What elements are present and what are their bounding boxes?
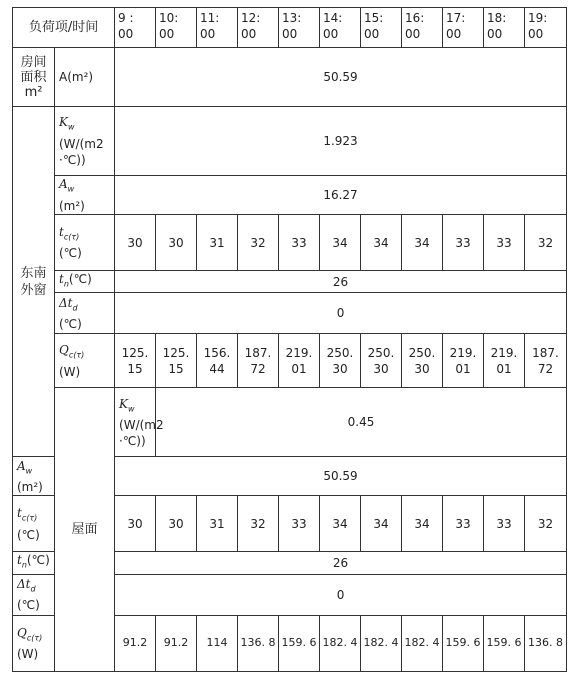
roof-q-cell: 159. 6 xyxy=(484,615,525,671)
hour-header: 16: 00 xyxy=(402,8,443,48)
aw-unit: (m²) xyxy=(59,198,85,213)
tn-subscript: n xyxy=(21,560,27,570)
window-tc-cell: 32 xyxy=(238,215,279,271)
window-dtd-row xyxy=(13,293,567,334)
header-row xyxy=(13,8,567,48)
hour-header: 9 : 00 xyxy=(115,8,156,48)
roof-q-cell: 159. 6 xyxy=(279,615,320,671)
roof-tc-cell: 34 xyxy=(320,496,361,552)
aw-symbol: A xyxy=(59,177,68,192)
dtd-unit: (℃) xyxy=(17,598,40,613)
window-q-cell: 219. 01 xyxy=(279,334,320,388)
roof-tc-cell: 33 xyxy=(484,496,525,552)
roof-tn-value: 26 xyxy=(115,552,567,574)
hour-header: 17: 00 xyxy=(443,8,484,48)
q-symbol: Q xyxy=(17,625,27,640)
window-tc-cell: 34 xyxy=(361,215,402,271)
roof-q-cell: 91.2 xyxy=(156,615,197,671)
window-q-cell: 250. 30 xyxy=(361,334,402,388)
window-tc-cell: 30 xyxy=(156,215,197,271)
window-q-cell: 125. 15 xyxy=(115,334,156,388)
window-tc-cell: 31 xyxy=(197,215,238,271)
window-tc-cell: 33 xyxy=(443,215,484,271)
window-q-cell: 156. 44 xyxy=(197,334,238,388)
aw-symbol: A xyxy=(17,458,26,473)
dtd-symbol: Δt xyxy=(59,295,73,310)
hour-header: 14: 00 xyxy=(320,8,361,48)
roof-q-cell: 182. 4 xyxy=(402,615,443,671)
roof-tc-cell: 34 xyxy=(361,496,402,552)
tc-symbol: t xyxy=(17,506,22,521)
area-value: 50.59 xyxy=(115,48,567,107)
roof-kw-row xyxy=(13,388,567,457)
q-subscript: c(τ) xyxy=(68,350,85,360)
window-kw-row xyxy=(13,107,567,176)
kw-subscript: w xyxy=(127,404,135,414)
window-q-cell: 250. 30 xyxy=(320,334,361,388)
corner-header: 负荷项/时间 xyxy=(13,8,115,48)
hour-header: 19: 00 xyxy=(525,8,567,48)
cooling-load-table xyxy=(12,7,567,672)
window-aw-row xyxy=(13,176,567,215)
hour-header: 13: 00 xyxy=(279,8,320,48)
aw-unit: (m²) xyxy=(17,480,43,495)
roof-tc-cell: 33 xyxy=(443,496,484,552)
window-tn-row xyxy=(13,271,567,293)
hour-header: 15: 00 xyxy=(361,8,402,48)
tn-subscript: n xyxy=(63,279,69,289)
window-tc-cell: 34 xyxy=(402,215,443,271)
window-tc-label xyxy=(55,215,115,271)
roof-q-cell: 159. 6 xyxy=(443,615,484,671)
dtd-unit: (℃) xyxy=(59,317,82,332)
window-aw-label xyxy=(55,176,115,215)
roof-q-cell: 91.2 xyxy=(115,615,156,671)
kw-unit: (W/(m2·℃)) xyxy=(59,136,104,167)
kw-symbol: K xyxy=(119,396,128,411)
roof-q-cell: 114 xyxy=(197,615,238,671)
roof-dtd-value: 0 xyxy=(115,574,567,615)
hour-header: 18: 00 xyxy=(484,8,525,48)
aw-subscript: w xyxy=(25,466,33,476)
window-q-label xyxy=(55,334,115,388)
window-tn-label xyxy=(55,271,115,293)
dtd-symbol: Δt xyxy=(17,577,31,592)
hour-header: 10: 00 xyxy=(156,8,197,48)
kw-unit: (W/(m2·℃)) xyxy=(119,418,164,449)
roof-dtd-label xyxy=(13,574,55,615)
window-q-row xyxy=(13,334,567,388)
area-label: A(m²) xyxy=(55,48,115,107)
window-tn-value: 26 xyxy=(115,271,567,293)
window-tc-cell: 33 xyxy=(484,215,525,271)
roof-q-cell: 136. 8 xyxy=(238,615,279,671)
window-tc-cell: 34 xyxy=(320,215,361,271)
roof-group-label: 屋面 xyxy=(55,388,115,671)
roof-tc-cell: 31 xyxy=(197,496,238,552)
window-tc-row xyxy=(13,215,567,271)
tc-unit: (℃) xyxy=(17,527,40,542)
roof-kw-value: 0.45 xyxy=(156,388,567,457)
hour-header: 12: 00 xyxy=(238,8,279,48)
roof-q-cell: 182. 4 xyxy=(361,615,402,671)
tn-symbol: t xyxy=(59,272,64,286)
window-group-label: 东南外窗 xyxy=(13,107,55,457)
tc-symbol: t xyxy=(59,224,64,239)
roof-tc-label xyxy=(13,496,55,552)
tc-subscript: c(τ) xyxy=(63,232,80,242)
window-dtd-value: 0 xyxy=(115,293,567,334)
roof-tc-cell: 32 xyxy=(238,496,279,552)
window-kw-value: 1.923 xyxy=(115,107,567,176)
roof-kw-label xyxy=(115,388,164,457)
load-table-container xyxy=(12,7,567,672)
kw-subscript: w xyxy=(67,122,75,132)
window-q-cell: 187. 72 xyxy=(525,334,567,388)
q-unit: (W) xyxy=(59,364,81,379)
tn-unit: (℃) xyxy=(68,272,92,286)
window-aw-value: 16.27 xyxy=(115,176,567,215)
area-row xyxy=(13,48,567,107)
tn-symbol: t xyxy=(17,553,22,568)
q-unit: (W) xyxy=(17,646,39,661)
window-q-cell: 250. 30 xyxy=(402,334,443,388)
roof-aw-label xyxy=(13,457,55,496)
roof-tc-cell: 30 xyxy=(115,496,156,552)
window-q-cell: 219. 01 xyxy=(484,334,525,388)
hour-header: 11: 00 xyxy=(197,8,238,48)
roof-tc-cell: 34 xyxy=(402,496,443,552)
window-dtd-label xyxy=(55,293,115,334)
window-kw-label xyxy=(55,107,115,176)
roof-tn-label xyxy=(13,552,55,574)
window-q-cell: 125. 15 xyxy=(156,334,197,388)
window-tc-cell: 33 xyxy=(279,215,320,271)
tc-subscript: c(τ) xyxy=(21,513,38,523)
dtd-subscript: d xyxy=(30,584,36,594)
dtd-subscript: d xyxy=(72,303,78,313)
roof-tc-cell: 33 xyxy=(279,496,320,552)
q-symbol: Q xyxy=(59,343,69,358)
roof-q-cell: 182. 4 xyxy=(320,615,361,671)
roof-tc-cell: 30 xyxy=(156,496,197,552)
aw-subscript: w xyxy=(67,184,75,194)
q-subscript: c(τ) xyxy=(26,632,43,642)
window-q-cell: 219. 01 xyxy=(443,334,484,388)
window-q-cell: 187. 72 xyxy=(238,334,279,388)
window-tc-cell: 32 xyxy=(525,215,567,271)
tc-unit: (℃) xyxy=(59,246,82,261)
tn-unit: (℃) xyxy=(26,553,50,568)
kw-symbol: K xyxy=(59,115,68,130)
roof-aw-value: 50.59 xyxy=(115,457,567,496)
roof-tc-cell: 32 xyxy=(525,496,567,552)
roof-q-label xyxy=(13,615,55,671)
window-tc-cell: 30 xyxy=(115,215,156,271)
area-group-label: 房间面积m² xyxy=(13,48,55,107)
roof-q-cell: 136. 8 xyxy=(525,615,567,671)
